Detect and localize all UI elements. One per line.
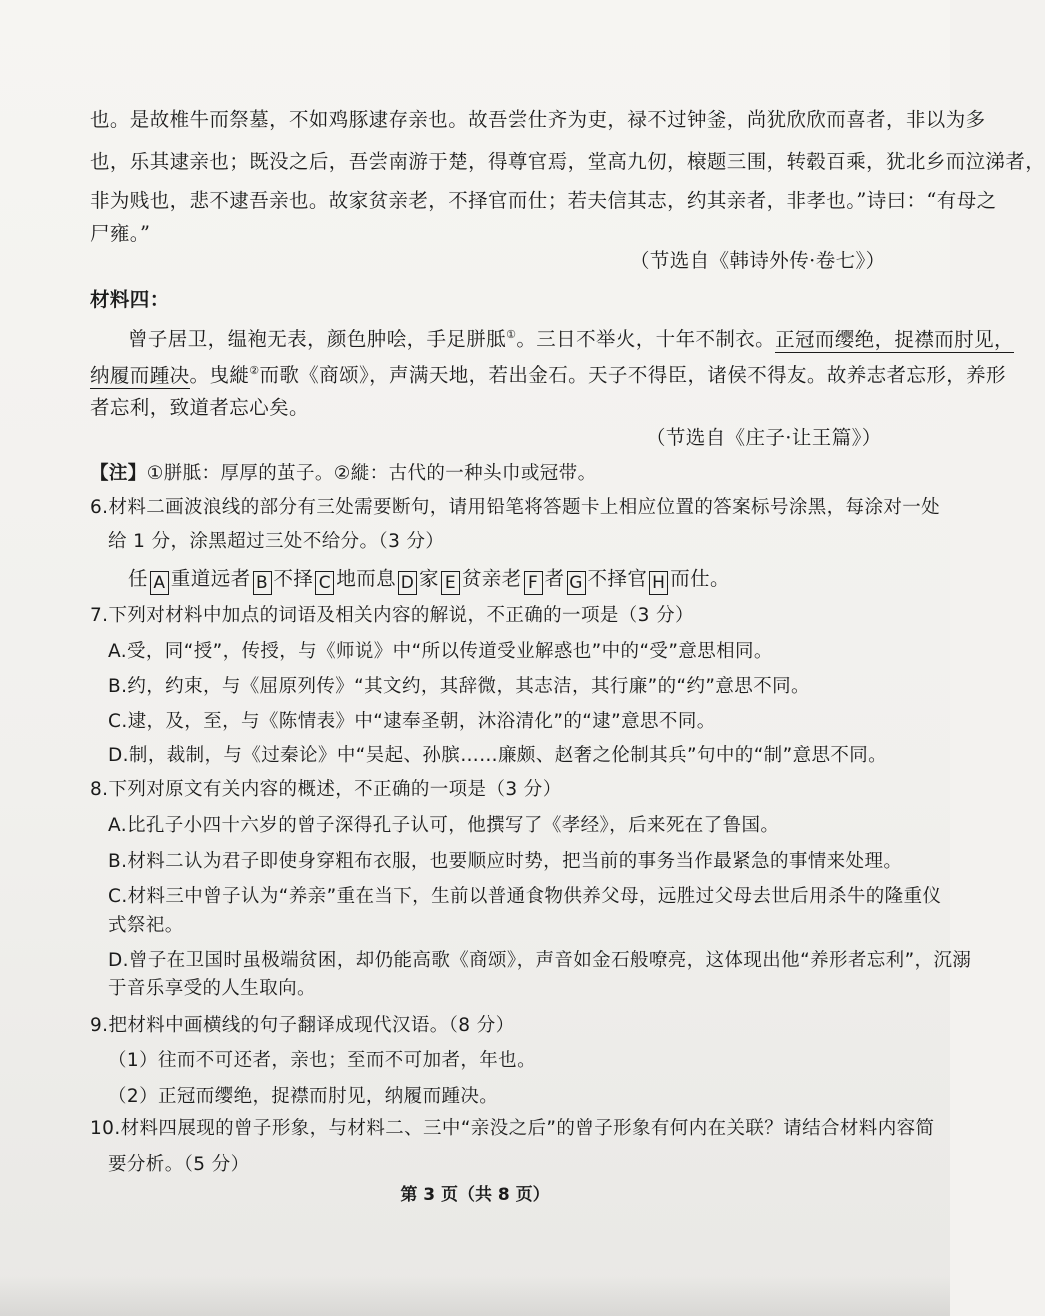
material3-line-1: 也。是故椎牛而祭墓，不如鸡豚逮存亲也。故吾尝仕齐为吏，禄不过钟釜，尚犹欣欣而喜者，非以为多 [90,108,986,131]
segment-text: 家 [419,567,439,590]
material4-title: 材料四： [90,288,170,311]
material4-source: （节选自《庄子·让王篇》） [646,426,882,449]
segment-text: 贫亲老 [461,567,522,590]
material4-line1-tail: 。三日不举火，十年不制衣。 [516,327,776,351]
segment-text: 者 [544,567,565,590]
material3-line-3: 非为贱也，悲不逮吾亲也。故家贫亲老，不择官而仕；若夫信其志，约其亲者，非孝也。”诗曰：“有母之 [90,189,997,212]
question-8-option-d: D.曾子在卫国时虽极端贫困，却仍能高歌《商颂》，声音如金石般嘹亮，这体现出他“养形者忘利”，沉溺 [108,950,972,971]
segment-text: 地而息 [336,567,397,590]
underlined-sentence-part-1: 正冠而缨绝，捉襟而肘见， [775,327,1014,351]
question-7-option-a: A.受，同“授”，传授，与《师说》中“所以传道受业解惑也”中的“受”意思相同。 [108,641,773,662]
answer-box-c: C [315,571,334,595]
segment-text: 而仕。 [670,567,730,590]
answer-box-f: F [524,571,543,595]
question-8-option-c: C.材料三中曾子认为“养亲”重在当下，生前以普通食物供养父母，远胜过父母去世后用杀牛的隆重仪 [108,886,942,907]
material4-line-1 [128,322,1014,353]
question-9-item-2: （2）正冠而缨绝，捉襟而肘见，纳履而踵决。 [108,1086,499,1107]
question-10-stem-line-1: 10.材料四展现的曾子形象，与材料二、三中“亲没之后”的曾子形象有何内在关联？请结合材料内容简 [90,1118,935,1139]
note-marker-2: ② [249,364,260,377]
page-number: 第 3 页（共 8 页） [400,1185,550,1205]
material4-line-3: 者忘利，致道者忘心矣。 [90,396,309,419]
question-8-option-c-cont: 式祭祀。 [108,915,184,936]
question-7-stem: 7.下列对材料中加点的词语及相关内容的解说，不正确的一项是（3 分） [90,605,694,626]
material4-line2-b: 而歌《商颂》，声满天地，若出金石。天子不得臣，诸侯不得友。故养志者忘形，养形 [259,363,1006,387]
question-10-stem-line-2: 要分析。（5 分） [108,1154,250,1175]
material4-line-2 [90,358,1006,389]
underlined-sentence-part-2: 纳履而踵决 [90,363,190,387]
question-6-stem-line-1: 6.材料二画波浪线的部分有三处需要断句，请用铅笔将答题卡上相应位置的答案标号涂黑，每涂对一处 [90,497,941,518]
segment-text: 不择官 [587,567,648,590]
question-7-option-c: C.逮，及，至，与《陈情表》中“逮奉圣朝，沐浴清化”的“逮”意思不同。 [108,711,716,732]
answer-box-g: G [567,571,586,595]
question-8-option-d-cont: 于音乐享受的人生取向。 [108,978,316,999]
segment-text: 任 [128,567,148,590]
segment-text: 重道远者 [170,567,251,590]
segment-text: 不择 [273,567,314,590]
note-marker-1: ① [506,328,517,341]
paper-bottom-shadow [0,1276,950,1316]
question-8-stem: 8.下列对原文有关内容的概述，不正确的一项是（3 分） [90,779,562,800]
question-7-option-b: B.约，约束，与《屈原列传》“其文约，其辞微，其志洁，其行廉”的“约”意思不同。 [108,676,810,697]
material3-line-2: 也，乐其逮亲也；既没之后，吾尝南游于楚，得尊官焉，堂高九仞，榱题三围，转毂百乘，犹北乡而泣涕者， [90,150,1045,173]
material3-line-4: 尸雍。” [90,222,151,245]
footnote [90,461,596,487]
question-8-option-b: B.材料二认为君子即使身穿粗布衣服，也要顺应时势，把当前的事务当作最紧急的事情来处理。 [108,851,903,872]
material4-line1-text: 曾子居卫，缊袍无表，颜色肿哙，手足胼胝 [128,327,507,351]
question-7-option-d: D.制，裁制，与《过秦论》中“吴起、孙膑……廉颇、赵奢之伦制其兵”句中的“制”意思不同。 [108,745,888,766]
footnote-text: ①胼胝：厚厚的茧子。②縰：古代的一种头巾或冠带。 [146,463,597,484]
answer-box-a: A [150,571,169,595]
answer-box-h: H [649,571,668,595]
question-9-item-1: （1）往而不可还者，亲也；至而不可加者，年也。 [108,1050,536,1071]
question-8-option-a: A.比孔子小四十六岁的曾子深得孔子认可，他撰写了《孝经》，后来死在了鲁国。 [108,815,780,836]
question-6-segmented-sentence [128,566,730,595]
question-6-stem-line-2: 给 1 分，涂黑超过三处不给分。（3 分） [108,531,445,552]
question-9-stem: 9.把材料中画横线的句子翻译成现代汉语。（8 分） [90,1015,515,1036]
material4-line2-a: 。曳縰 [189,363,250,387]
answer-box-b: B [253,571,272,595]
answer-box-e: E [441,571,460,595]
material3-source: （节选自《韩诗外传·卷七》） [630,249,886,272]
answer-box-d: D [398,571,417,595]
footnote-label: 【注】 [90,463,147,484]
